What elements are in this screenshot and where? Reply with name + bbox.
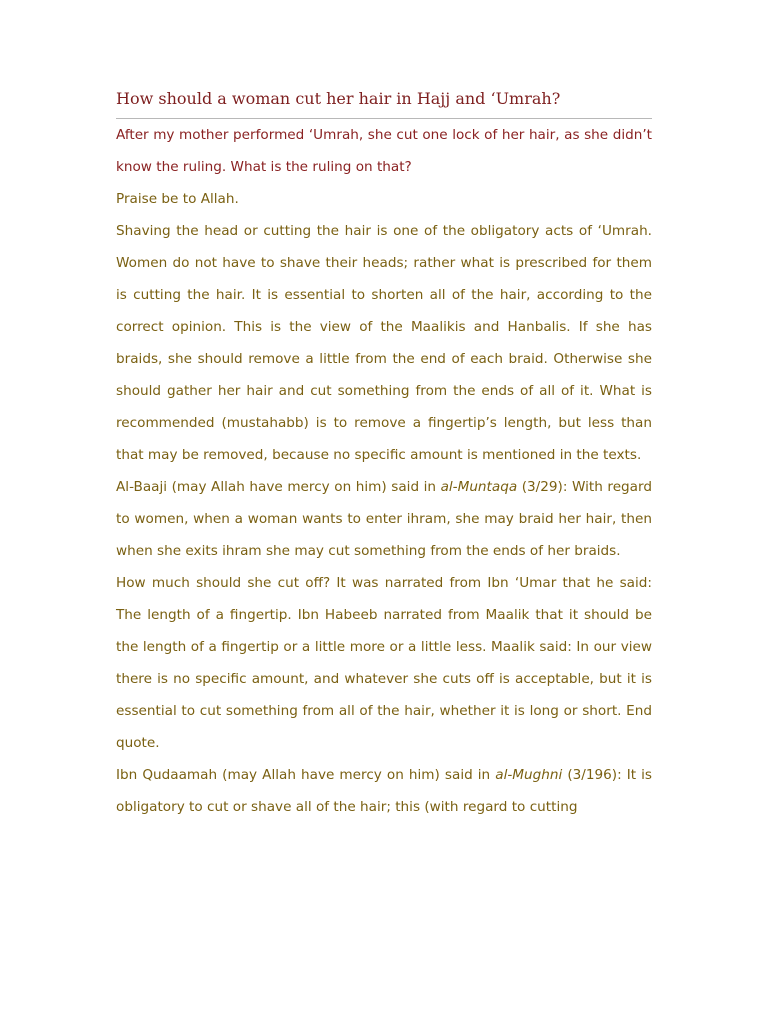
- paragraph-text: Ibn Qudaamah (may Allah have mercy on him) said in: [116, 767, 496, 783]
- page-title: How should a woman cut her hair in Hajj and ‘Umrah?: [116, 89, 561, 108]
- answer-paragraph-4: [116, 759, 652, 823]
- answer-paragraph-2: [116, 471, 652, 567]
- book-title-muntaqa: al-Muntaqa: [440, 479, 518, 495]
- paragraph-text: (3/29): With regard to women, when a woman wants to enter ihram, she may braid her hair, then when she exits ihram she may cut something from the ends of her braids.: [116, 479, 652, 559]
- paragraph-text: (3/196): It is obligatory to cut or shave all of the hair; this (with regard to cutting: [116, 767, 652, 815]
- paragraph-text: Al-Baaji (may Allah have mercy on him) said in: [116, 479, 441, 495]
- book-title-mughni: al-Mughni: [495, 767, 563, 783]
- question-paragraph: After my mother performed ‘Umrah, she cut one lock of her hair, as she didn’t know the ruling. What is the ruling on that?: [116, 127, 652, 175]
- answer-paragraph-1: Shaving the head or cutting the hair is one of the obligatory acts of ‘Umrah. Women do not have to shave their heads; rather what is prescribed for them is cutting the hair. It is essential to shorten all of the hair, according to the correct opinion. This is the view of the Maalikis and Hanbalis. If she has braids, she should remove a little from the end of each braid. Otherwise she should gather her hair and cut something from the ends of all of it. What is recommended (mustahabb) is to remove a fingertip’s length, but less than that may be removed, because no specific amount is mentioned in the texts.: [116, 223, 652, 463]
- praise-paragraph: Praise be to Allah.: [116, 191, 239, 207]
- answer-paragraph-3: How much should she cut off? It was narrated from Ibn ‘Umar that he said: The length of a fingertip. Ibn Habeeb narrated from Maalik that it should be the length of a fingertip or a little more or a little less. Maalik said: In our view there is no specific amount, and whatever she cuts off is acceptable, but it is essential to cut something from all of the hair, whether it is long or short. End quote.: [116, 575, 652, 751]
